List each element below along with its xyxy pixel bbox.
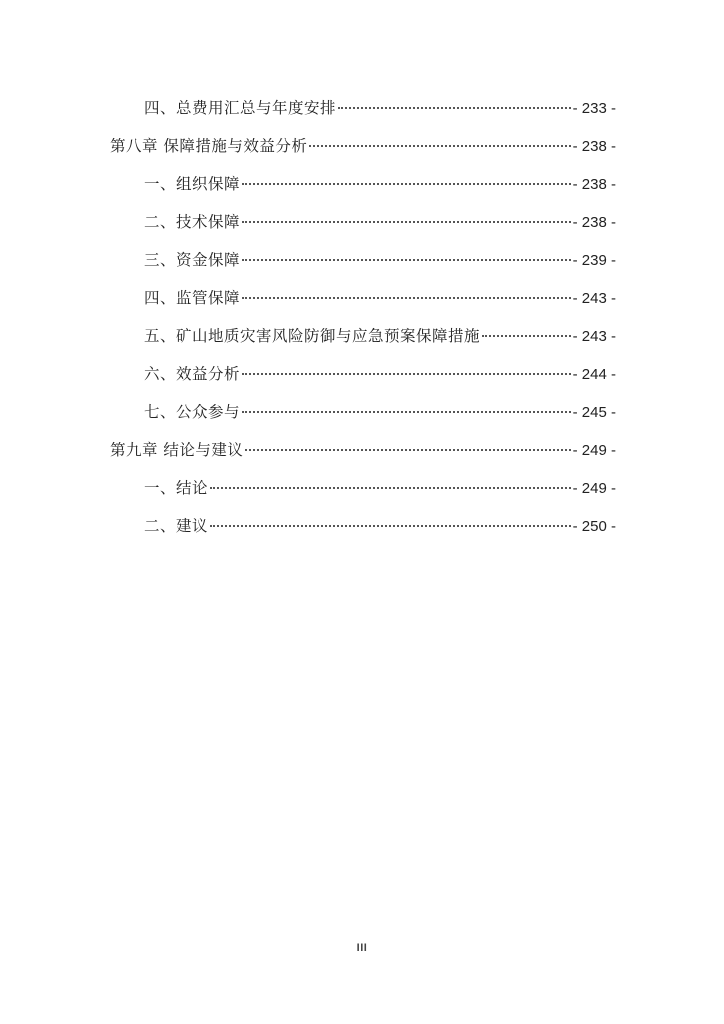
toc-entry-label: 六、效益分析 <box>144 365 241 383</box>
toc-entry-page: - 239 - <box>572 252 616 269</box>
toc-dot-leader <box>242 410 571 413</box>
toc-dot-leader <box>245 448 570 451</box>
toc-entry-label: 二、技术保障 <box>144 213 241 231</box>
toc-entry[interactable] <box>110 241 616 279</box>
toc-entry-page: - 249 - <box>572 442 616 459</box>
toc-dot-leader <box>210 524 571 527</box>
toc-entry-label: 第八章 保障措施与效益分析 <box>110 137 308 155</box>
toc-entry-label: 一、组织保障 <box>144 175 241 193</box>
toc-dot-leader <box>242 258 571 261</box>
toc-entry[interactable] <box>110 89 616 127</box>
toc-entry-page: - 238 - <box>572 176 616 193</box>
toc-entry-label: 三、资金保障 <box>144 251 241 269</box>
toc-entry-label: 二、建议 <box>144 517 209 535</box>
toc-entry-label: 七、公众参与 <box>144 403 241 421</box>
toc-chapter-entry[interactable] <box>110 431 616 469</box>
toc-entry[interactable] <box>110 355 616 393</box>
toc-dot-leader <box>242 296 571 299</box>
toc-entry[interactable] <box>110 469 616 507</box>
toc-entry-label: 四、总费用汇总与年度安排 <box>144 99 337 117</box>
toc-chapter-entry[interactable] <box>110 127 616 165</box>
toc-dot-leader <box>338 106 571 109</box>
toc-entry-page: - 233 - <box>572 100 616 117</box>
toc-entry[interactable] <box>110 203 616 241</box>
toc-dot-leader <box>482 334 571 337</box>
toc-entry[interactable] <box>110 507 616 545</box>
toc-entry-label: 四、监管保障 <box>144 289 241 307</box>
toc-dot-leader <box>242 220 571 223</box>
toc-entry-page: - 249 - <box>572 480 616 497</box>
table-of-contents <box>110 89 616 545</box>
toc-entry[interactable] <box>110 279 616 317</box>
toc-entry-page: - 238 - <box>572 214 616 231</box>
toc-entry-label: 一、结论 <box>144 479 209 497</box>
toc-entry[interactable] <box>110 393 616 431</box>
toc-entry-page: - 244 - <box>572 366 616 383</box>
toc-entry-page: - 245 - <box>572 404 616 421</box>
toc-entry[interactable] <box>110 165 616 203</box>
toc-entry[interactable] <box>110 317 616 355</box>
toc-entry-page: - 243 - <box>572 328 616 345</box>
toc-entry-label: 五、矿山地质灾害风险防御与应急预案保障措施 <box>144 327 481 345</box>
toc-entry-label: 第九章 结论与建议 <box>110 441 244 459</box>
toc-dot-leader <box>242 182 571 185</box>
toc-entry-page: - 250 - <box>572 518 616 535</box>
toc-dot-leader <box>309 144 570 147</box>
toc-dot-leader <box>242 372 571 375</box>
page-number: III <box>356 942 368 954</box>
toc-entry-page: - 243 - <box>572 290 616 307</box>
toc-entry-page: - 238 - <box>572 138 616 155</box>
toc-dot-leader <box>210 486 571 489</box>
